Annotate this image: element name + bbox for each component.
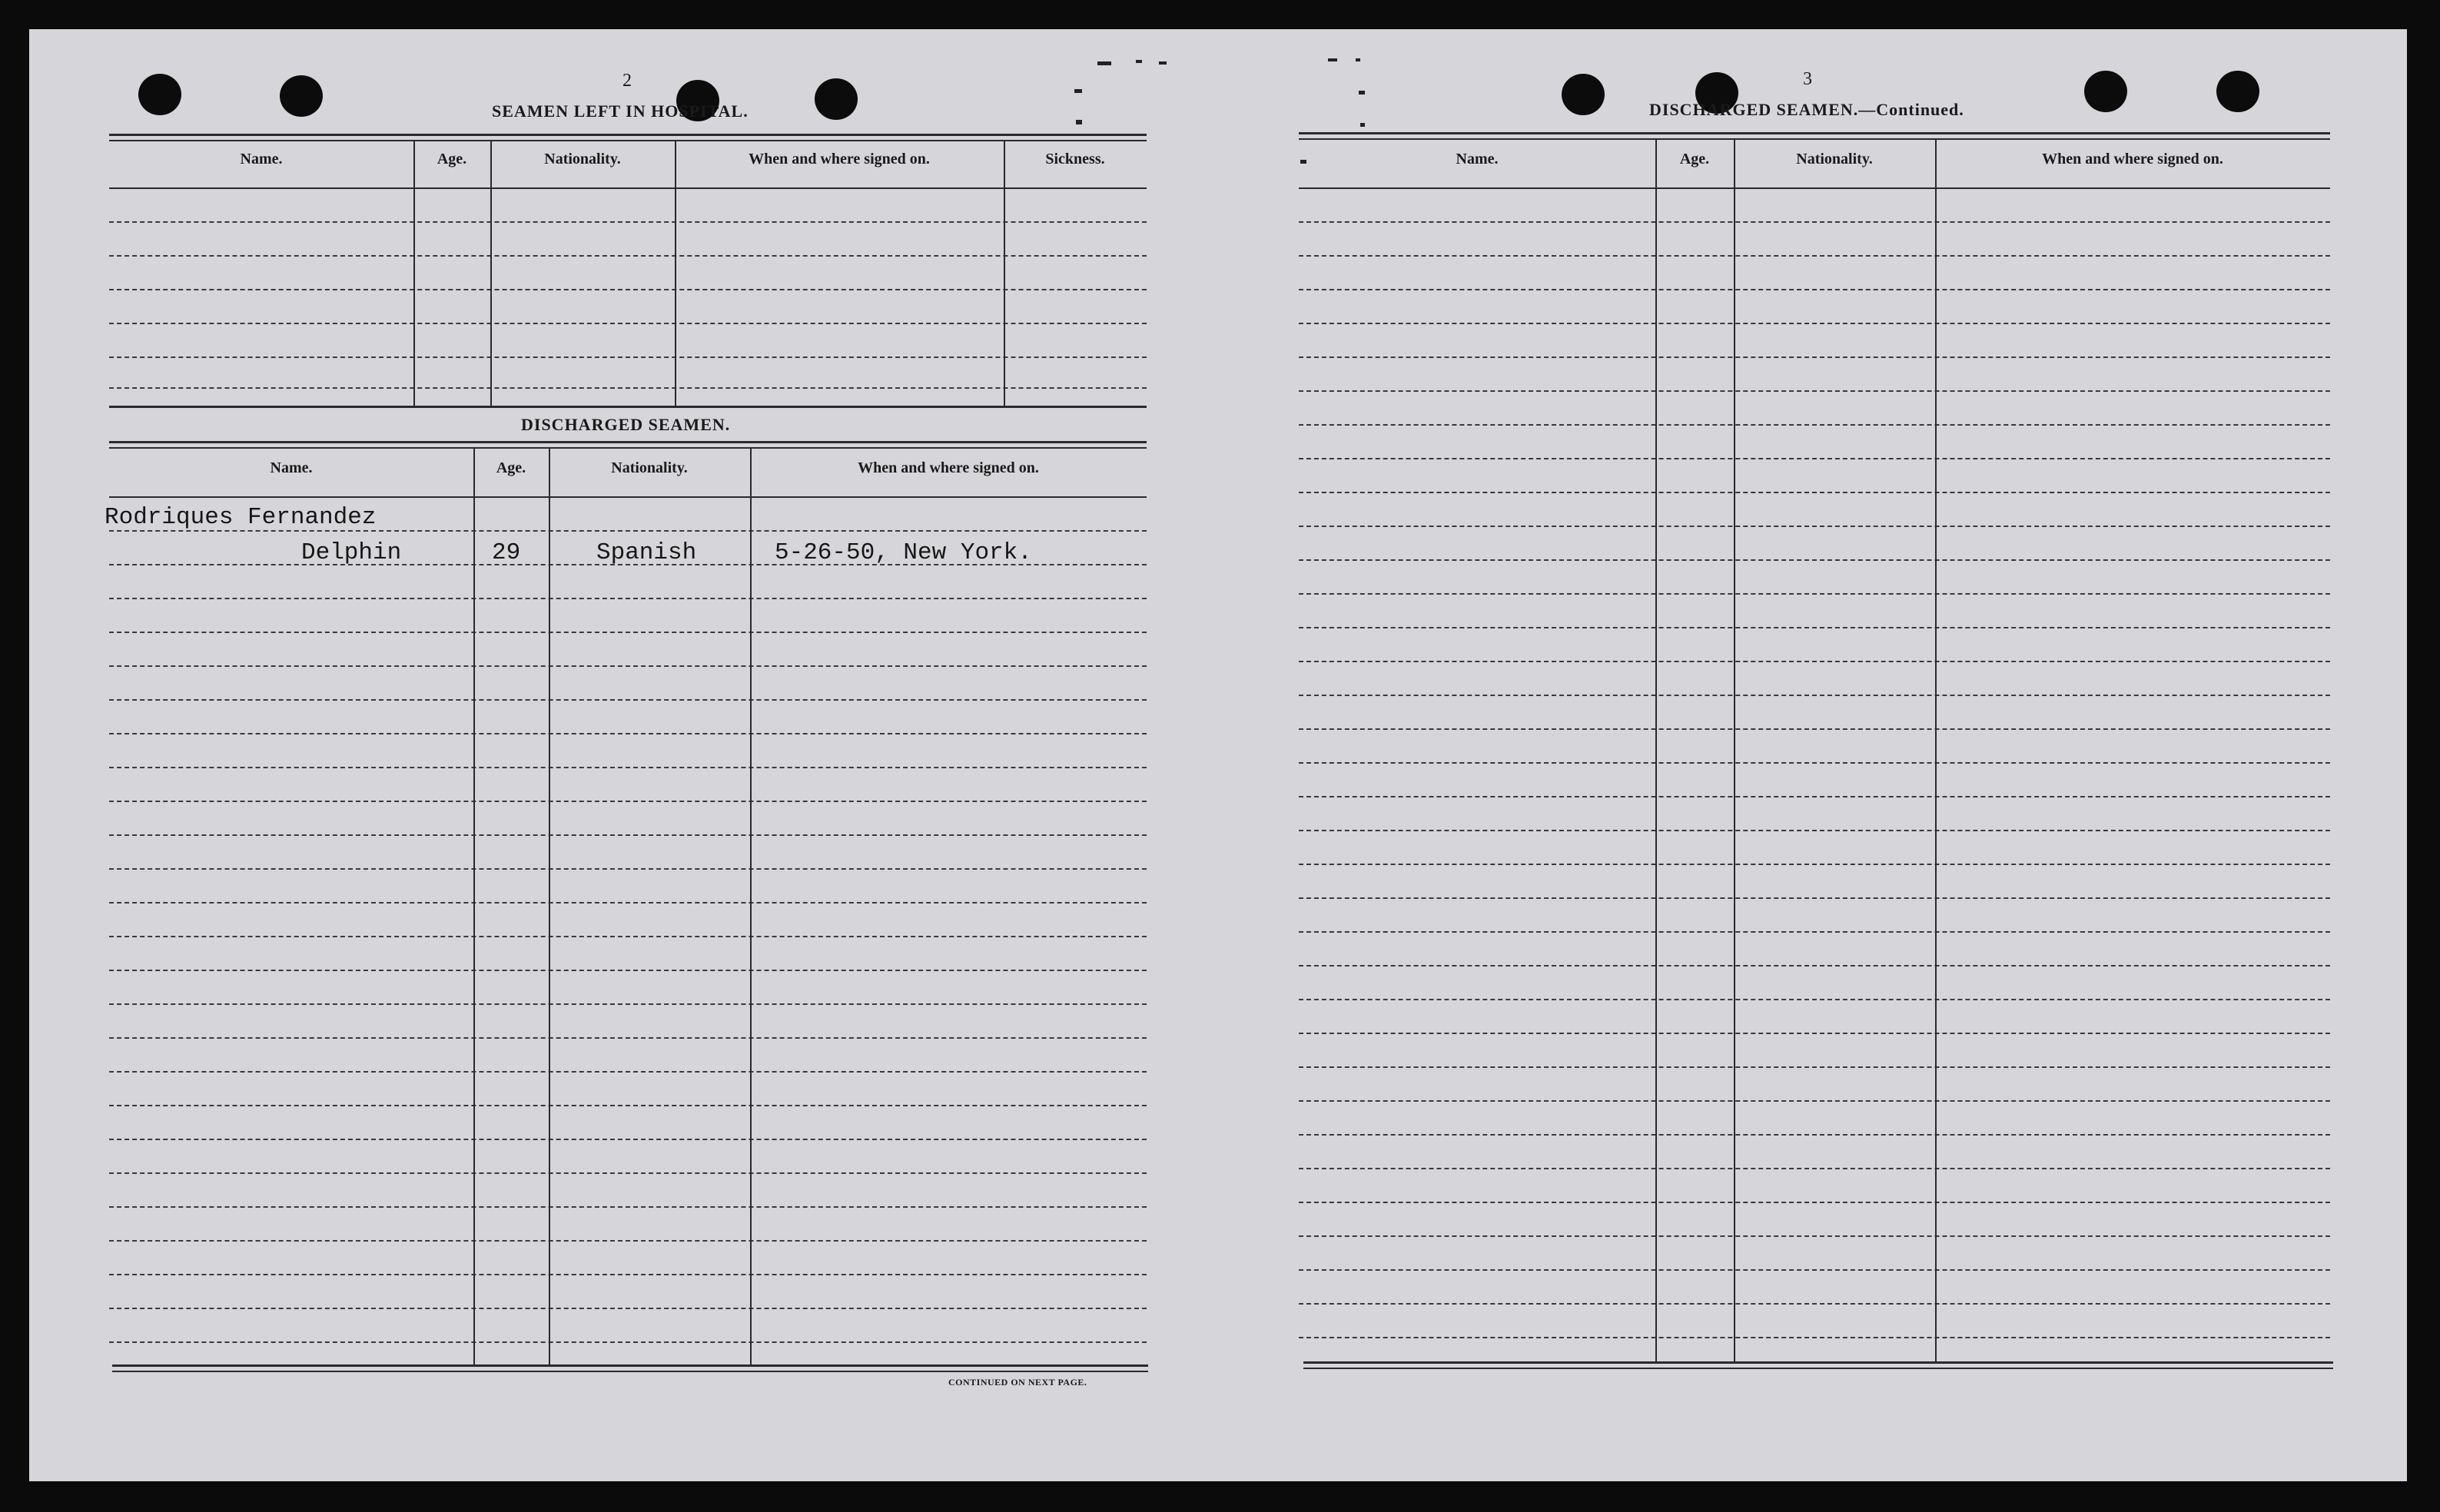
- ruled-line: [1299, 526, 2330, 527]
- punch-hole: [815, 78, 858, 120]
- discharged-header-nationality: Nationality.: [611, 459, 688, 476]
- hospital-header-age: Age.: [437, 151, 467, 167]
- entry-signed-on: 5-26-50, New York.: [775, 539, 1032, 566]
- right-header-age: Age.: [1679, 151, 1710, 167]
- entry-age: 29: [492, 539, 521, 566]
- ruled-line: [1299, 1235, 2330, 1237]
- right-header-signed-on: When and where signed on.: [2042, 151, 2223, 167]
- document-spread: [29, 29, 2407, 1481]
- entry-name-line2: Delphin: [301, 539, 402, 566]
- rule: [109, 441, 1147, 443]
- column-divider: [1655, 140, 1657, 1361]
- ruled-line: [109, 1341, 1147, 1343]
- ruled-line: [109, 221, 1147, 223]
- punch-hole: [1562, 74, 1605, 115]
- column-divider: [750, 449, 752, 1364]
- ruled-line: [1299, 830, 2330, 831]
- column-divider: [1734, 140, 1735, 1361]
- ruled-line: [1299, 695, 2330, 696]
- column-divider: [413, 141, 415, 406]
- ruled-line: [1299, 999, 2330, 1000]
- column-divider: [1935, 140, 1937, 1361]
- ruled-line: [1299, 458, 2330, 459]
- punch-hole: [280, 75, 323, 117]
- ruled-line: [1299, 559, 2330, 561]
- ruled-line: [1299, 1168, 2330, 1169]
- rule: [109, 496, 1147, 498]
- ruled-line: [1299, 1100, 2330, 1102]
- ruled-line: [1299, 323, 2330, 324]
- ruled-line: [109, 902, 1147, 904]
- ruled-line: [109, 1105, 1147, 1106]
- ruled-line: [109, 970, 1147, 971]
- hospital-header-signed-on: When and where signed on.: [749, 151, 930, 167]
- ruled-line: [1299, 796, 2330, 797]
- ruled-line: [1299, 864, 2330, 865]
- hospital-header-nationality: Nationality.: [544, 151, 621, 167]
- column-divider: [549, 449, 550, 1364]
- ruled-line: [109, 868, 1147, 870]
- rule: [109, 134, 1147, 136]
- rule: [109, 406, 1147, 408]
- ruled-line: [109, 1274, 1147, 1275]
- ruled-line: [1299, 390, 2330, 392]
- ruled-line: [109, 1139, 1147, 1140]
- ruled-line: [109, 733, 1147, 734]
- ruled-line: [109, 801, 1147, 802]
- ruled-line: [1299, 1134, 2330, 1136]
- ruled-line: [109, 289, 1147, 290]
- ruled-line: [1299, 1033, 2330, 1034]
- hospital-header-sickness: Sickness.: [1045, 151, 1105, 167]
- punch-hole: [2216, 71, 2259, 112]
- rule: [109, 187, 1147, 189]
- entry-nationality: Spanish: [596, 539, 697, 566]
- ruled-line: [1299, 1066, 2330, 1068]
- discharged-header-name: Name.: [270, 459, 313, 476]
- discharged-continued-title: DISCHARGED SEAMEN.—Continued.: [1649, 100, 1964, 119]
- rule: [1299, 138, 2330, 140]
- discharged-header-signed-on: When and where signed on.: [858, 459, 1039, 476]
- ruled-line: [1299, 728, 2330, 730]
- scan-speck: [1159, 61, 1167, 65]
- ruled-line: [109, 323, 1147, 324]
- ruled-line: [109, 1206, 1147, 1208]
- scan-speck: [1360, 123, 1365, 127]
- rule: [112, 1364, 1148, 1367]
- page-number: 2: [622, 71, 632, 91]
- ruled-line: [109, 699, 1147, 701]
- ruled-line: [1299, 1303, 2330, 1305]
- ruled-line: [109, 356, 1147, 358]
- page-number: 3: [1803, 69, 1812, 89]
- scan-speck: [1359, 91, 1365, 94]
- ruled-line: [109, 1308, 1147, 1309]
- ruled-line: [1299, 593, 2330, 595]
- scan-speck: [1076, 120, 1082, 124]
- column-divider: [1004, 141, 1005, 406]
- ruled-line: [109, 665, 1147, 667]
- ruled-line: [1299, 627, 2330, 628]
- ruled-line: [1299, 1202, 2330, 1203]
- ruled-line: [109, 1071, 1147, 1073]
- ruled-line: [1299, 356, 2330, 358]
- ruled-line: [109, 1240, 1147, 1242]
- hospital-section-title: SEAMEN LEFT IN HOSPITAL.: [492, 101, 749, 121]
- ruled-line: [1299, 289, 2330, 290]
- ruled-line: [109, 1003, 1147, 1005]
- discharged-header-age: Age.: [496, 459, 526, 476]
- ruled-line: [1299, 492, 2330, 493]
- punch-hole: [2084, 71, 2127, 112]
- ruled-line: [1299, 1337, 2330, 1338]
- rule: [1299, 187, 2330, 189]
- scan-speck: [1097, 61, 1111, 65]
- column-divider: [473, 449, 475, 1364]
- rule: [1303, 1368, 2333, 1369]
- rule: [1299, 132, 2330, 134]
- column-divider: [675, 141, 676, 406]
- discharged-section-title: DISCHARGED SEAMEN.: [521, 415, 731, 434]
- continued-footer: CONTINUED ON NEXT PAGE.: [948, 1377, 1087, 1388]
- ruled-line: [1299, 965, 2330, 967]
- ruled-line: [109, 834, 1147, 836]
- scan-speck: [1328, 58, 1337, 61]
- punch-hole: [138, 74, 181, 115]
- ruled-line: [1299, 762, 2330, 764]
- ruled-line: [109, 598, 1147, 599]
- right-header-nationality: Nationality.: [1796, 151, 1873, 167]
- scan-speck: [1356, 58, 1360, 61]
- ruled-line: [1299, 255, 2330, 257]
- rule: [1303, 1361, 2333, 1364]
- ruled-line: [1299, 931, 2330, 933]
- ruled-line: [109, 632, 1147, 633]
- ruled-line: [109, 1172, 1147, 1174]
- ruled-line: [109, 1037, 1147, 1039]
- rule: [109, 447, 1147, 449]
- right-header-name: Name.: [1456, 151, 1499, 167]
- ruled-line: [1299, 897, 2330, 899]
- hospital-header-name: Name.: [240, 151, 283, 167]
- ruled-line: [109, 767, 1147, 768]
- column-divider: [490, 141, 492, 406]
- scan-speck: [1074, 89, 1082, 93]
- scan-speck: [1136, 60, 1142, 63]
- ruled-line: [1299, 1269, 2330, 1271]
- ruled-line: [1299, 661, 2330, 662]
- ruled-line: [1299, 221, 2330, 223]
- ruled-line: [109, 387, 1147, 389]
- ruled-line: [109, 255, 1147, 257]
- ruled-line: [109, 936, 1147, 937]
- rule: [109, 140, 1147, 141]
- rule: [112, 1371, 1148, 1372]
- ruled-line: [1299, 424, 2330, 426]
- entry-name-line1: Rodriques Fernandez: [105, 504, 377, 531]
